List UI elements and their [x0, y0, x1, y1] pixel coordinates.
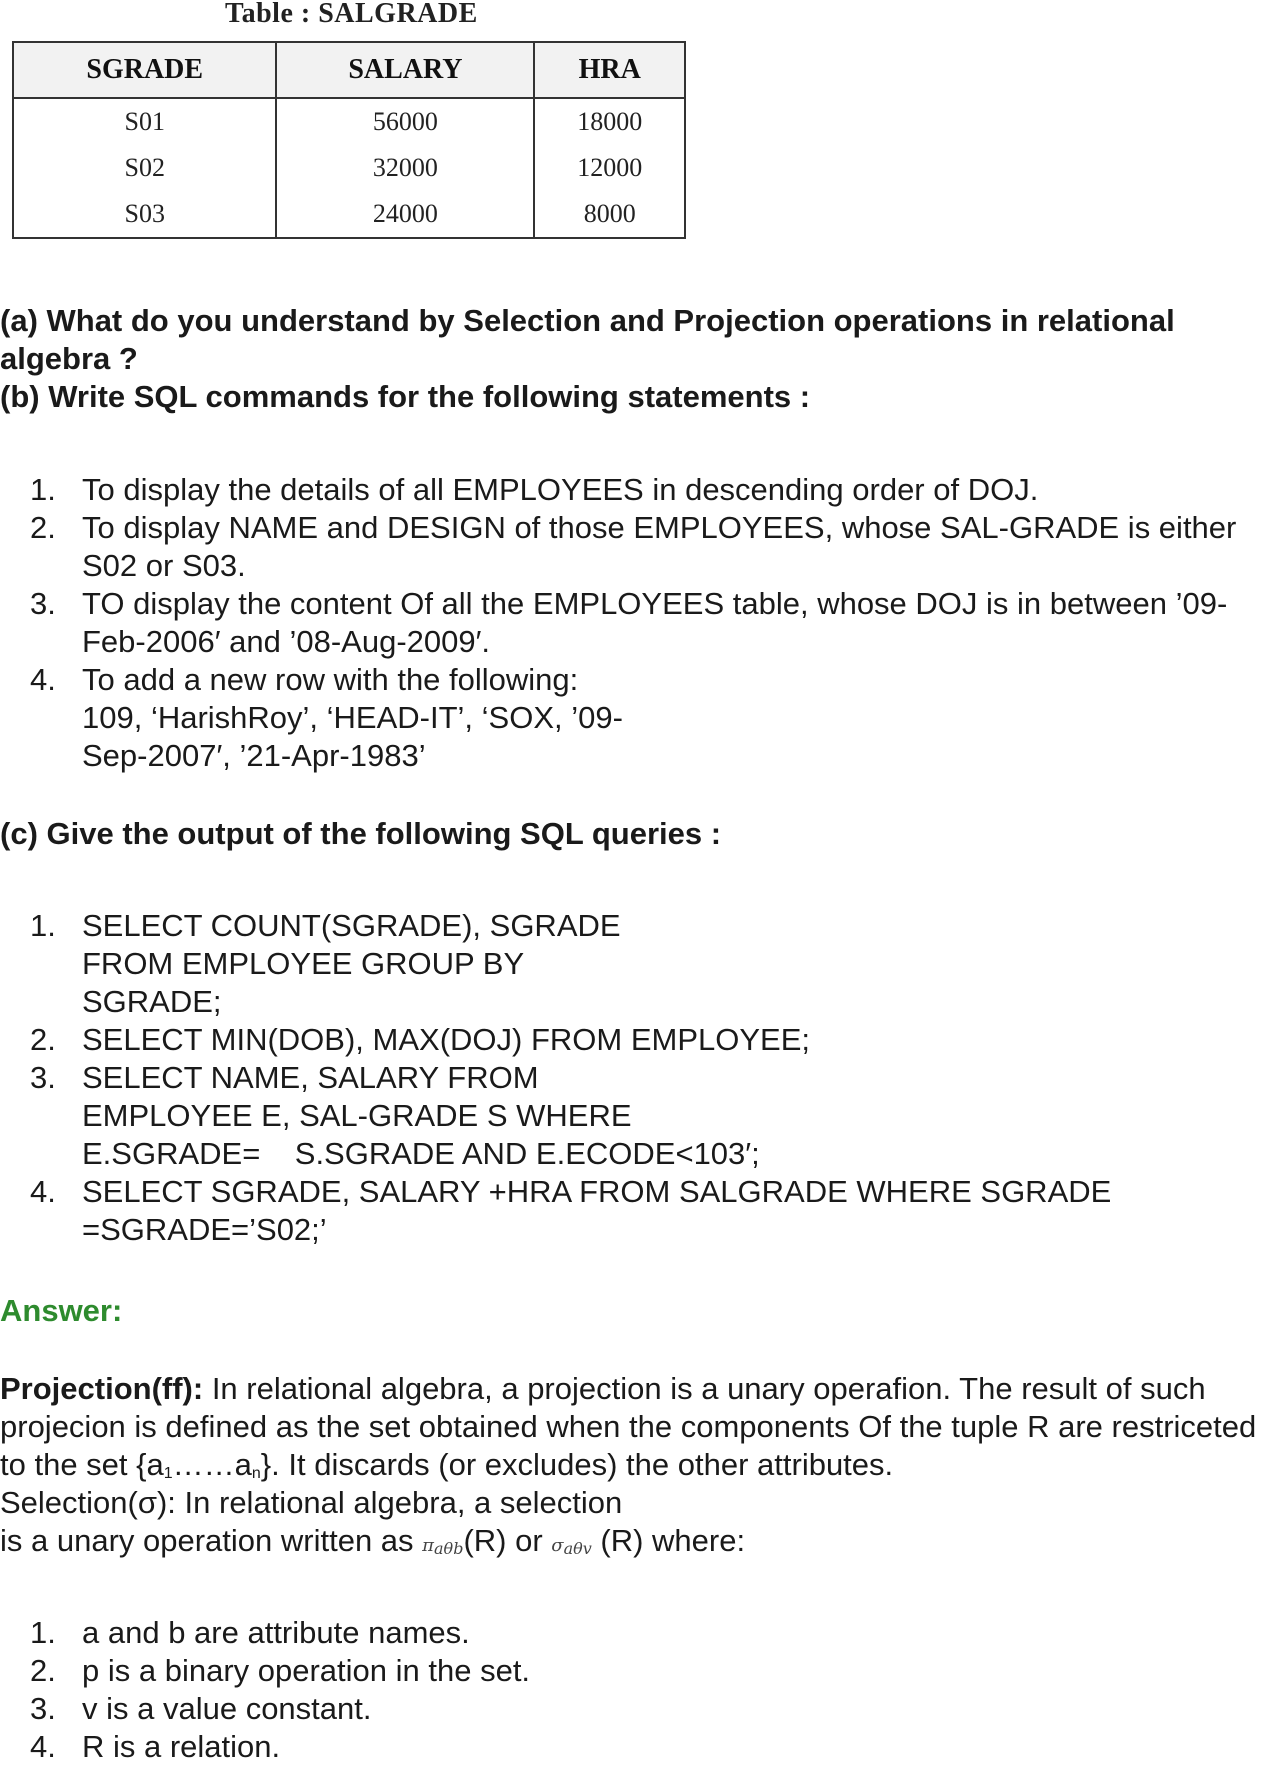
list-number: 4.	[30, 662, 56, 697]
table-cell: 24000	[276, 191, 534, 238]
list-item	[0, 907, 1262, 1021]
list-item-text: SELECT COUNT(SGRADE), SGRADE	[82, 908, 621, 943]
table-cell: S02	[13, 145, 276, 191]
selection-line-2	[0, 1522, 1282, 1568]
projection-text: }. It discards (or excludes) the other attributes.	[260, 1447, 894, 1482]
list-number: 3.	[30, 586, 56, 621]
projection-term: Projection(ff):	[0, 1371, 204, 1406]
selection-text: (R) where:	[591, 1523, 746, 1558]
salgrade-table	[12, 41, 686, 239]
table-row	[13, 98, 685, 145]
projection-text: In relational algebra, a projection is a unary operafion. The result of such projecion is defined as the set obtained when the components Of the tuple R are restriceted to the set {a	[0, 1371, 1257, 1482]
list-item-text: v is a value constant.	[82, 1691, 372, 1726]
list-item-text: SELECT SGRADE, SALARY +HRA FROM SALGRADE WHERE SGRADE	[82, 1174, 1112, 1209]
subscript: n	[251, 1465, 261, 1482]
list-number: 4.	[30, 1729, 56, 1764]
list-item-text: To add a new row with the following:	[82, 662, 579, 697]
list-item	[0, 471, 1262, 509]
answer-label: Answer:	[0, 1293, 123, 1328]
column-header-salary: SALARY	[276, 42, 534, 98]
list-item-text: EMPLOYEE E, SAL-GRADE S WHERE	[82, 1098, 632, 1133]
list-number: 1.	[30, 472, 56, 507]
list-number: 2.	[30, 510, 56, 545]
list-number: 1.	[30, 908, 56, 943]
table-cell: 12000	[534, 145, 685, 191]
list-item-text: =SGRADE=’S02;’	[82, 1212, 327, 1247]
question-c-list	[0, 907, 1262, 1249]
table-cell: 8000	[534, 191, 685, 238]
question-a: (a) What do you understand by Selection and Projection operations in relational algebra ?	[0, 303, 1175, 376]
list-item	[0, 1021, 1262, 1059]
list-item-text: To display the details of all EMPLOYEES in descending order of DOJ.	[82, 472, 1039, 507]
pi-symbol	[422, 1535, 463, 1556]
table-cell: 56000	[276, 98, 534, 145]
list-item-text: FROM EMPLOYEE GROUP BY	[82, 946, 525, 981]
table-caption: Table : SALGRADE	[225, 0, 478, 29]
list-item-text: To display NAME and DESIGN of those EMPLOYEES, whose SAL-GRADE is either S02 or S03.	[82, 510, 1237, 583]
list-item	[0, 509, 1262, 585]
sigma-subscript: aθv	[563, 1539, 592, 1558]
column-header-sgrade: SGRADE	[13, 42, 276, 98]
list-item	[0, 661, 1262, 775]
list-number: 2.	[30, 1022, 56, 1057]
selection-text: is a unary operation written as	[0, 1523, 423, 1558]
selection-line-1: Selection(σ): In relational algebra, a selection	[0, 1485, 623, 1520]
answer-list	[0, 1614, 1262, 1766]
projection-paragraph	[0, 1370, 1282, 1493]
list-item	[0, 1173, 1262, 1249]
table-header-row	[13, 42, 685, 98]
column-header-hra: HRA	[534, 42, 685, 98]
list-item-text: TO display the content Of all the EMPLOYEES table, whose DOJ is in between ’09-Feb-2006′ and ’08-Aug-2009′.	[82, 586, 1228, 659]
sigma-symbol	[551, 1535, 592, 1556]
pi-subscript: aθb	[434, 1539, 464, 1558]
question-b-list	[0, 471, 1262, 775]
table-cell: 18000	[534, 98, 685, 145]
list-item-text: 109, ‘HarishRoy’, ‘HEAD-IT’, ‘SOX, ’09-	[82, 700, 623, 735]
table-cell: S01	[13, 98, 276, 145]
question-c: (c) Give the output of the following SQL queries :	[0, 816, 722, 851]
list-number: 2.	[30, 1653, 56, 1688]
selection-text: (R) or	[463, 1523, 552, 1558]
subscript: 1	[163, 1465, 173, 1482]
table-cell: S03	[13, 191, 276, 238]
table-row	[13, 191, 685, 238]
list-item	[0, 1059, 1262, 1173]
table-cell: 32000	[276, 145, 534, 191]
list-item-text: R is a relation.	[82, 1729, 281, 1764]
list-item	[0, 585, 1262, 661]
list-number: 3.	[30, 1060, 56, 1095]
list-item	[0, 1728, 1262, 1766]
list-item	[0, 1690, 1262, 1728]
list-number: 4.	[30, 1174, 56, 1209]
list-item-text: SELECT MIN(DOB), MAX(DOJ) FROM EMPLOYEE;	[82, 1022, 811, 1057]
list-item-text: SGRADE;	[82, 984, 222, 1019]
question-b: (b) Write SQL commands for the following statements :	[0, 379, 811, 414]
list-number: 3.	[30, 1691, 56, 1726]
sigma-glyph: σ	[551, 1535, 564, 1556]
list-item	[0, 1652, 1262, 1690]
list-item-text: SELECT NAME, SALARY FROM	[82, 1060, 539, 1095]
list-number: 1.	[30, 1615, 56, 1650]
list-item	[0, 1614, 1262, 1652]
table-row	[13, 145, 685, 191]
list-item-text: E.SGRADE= S.SGRADE AND E.ECODE<103′;	[82, 1136, 760, 1171]
projection-text: ……a	[172, 1447, 252, 1482]
list-item-text: a and b are attribute names.	[82, 1615, 470, 1650]
list-item-text: p is a binary operation in the set.	[82, 1653, 531, 1688]
pi-glyph: π	[422, 1535, 435, 1556]
list-item-text: Sep-2007′, ’21-Apr-1983’	[82, 738, 426, 773]
